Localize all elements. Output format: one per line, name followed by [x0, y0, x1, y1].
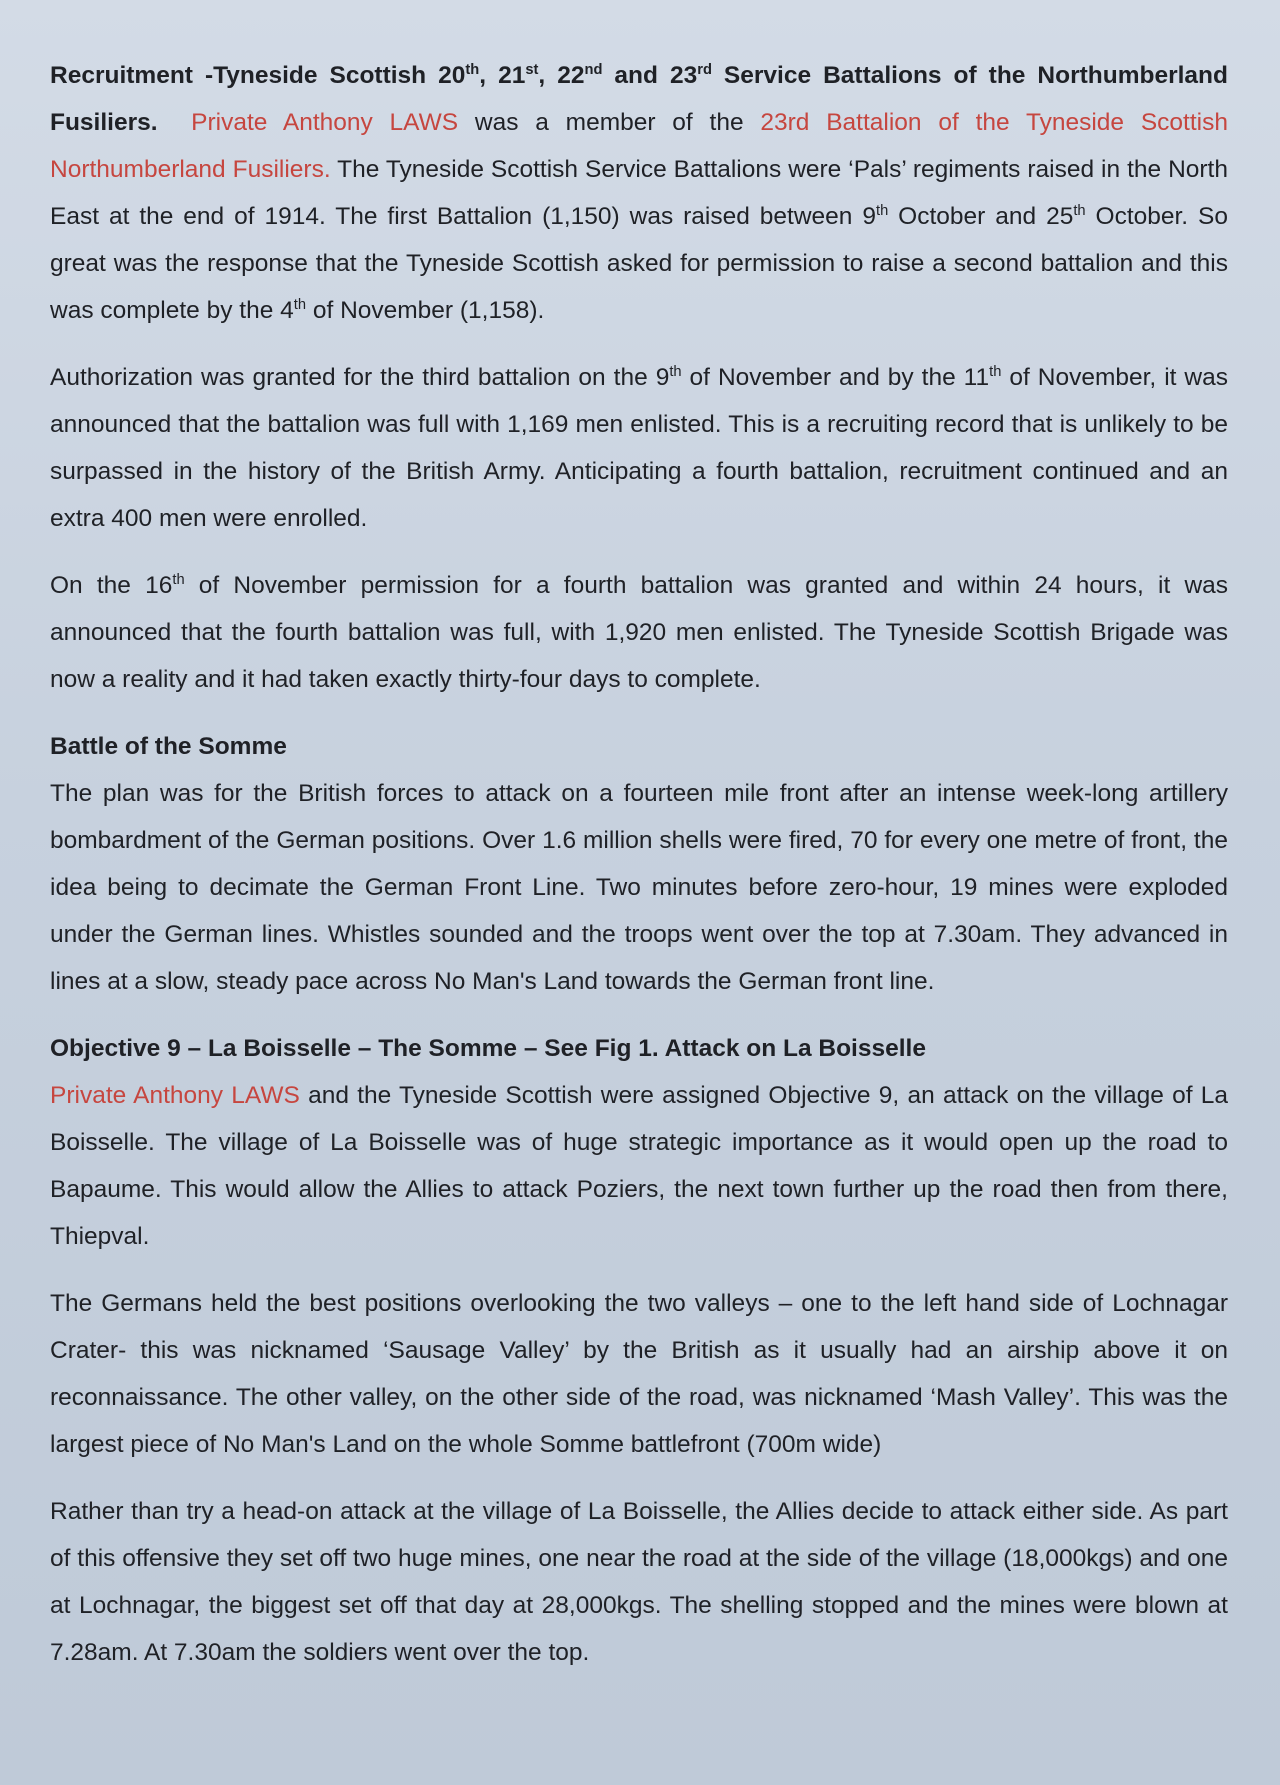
fourth-battalion-paragraph: On the 16th of November permission for a fourth battalion was granted and within 24 hours, it was announced that the fourth battalion was full, with 1,920 men enlisted. The Tyneside Scottish Brigade was now a reality and it had taken exactly thirty-four days to complete. — [50, 571, 1229, 693]
objective-paragraph: Private Anthony LAWS and the Tyneside Scottish were assigned Objective 9, an attack on the village of La Boisselle. The village of La Boisselle was of huge strategic importance as it would open up the road to Bapaume. This would allow the Allies to attack Poziers, the next town further up the road then from there, Thiepval. — [50, 1082, 1228, 1250]
valleys-paragraph: The Germans held the best positions overlooking the two valleys – one to the left hand side of Lochnagar Crater- this was nicknamed ‘Sausage Valley’ by the British as it usually had an airship above it on reconnaissance. The other valley, on the other side of the road, was nicknamed ‘Mash Valley’. This was the largest piece of No Man's Land on the whole Somme battlefront (700m wide) — [50, 1290, 1228, 1458]
recruitment-heading: Recruitment -Tyneside Scottish 20th, 21st, 22nd and 23rd Service Battalions of the Northumberland Fusiliers. — [50, 61, 1228, 136]
mines-paragraph: Rather than try a head-on attack at the village of La Boisselle, the Allies decide to attack either side. As part of this offensive they set off two huge mines, one near the road at the side of the village (18,000kgs) and one at Lochnagar, the biggest set off that day at 28,000kgs. The shelling stopped and the mines were blown at 7.28am. At 7.30am the soldiers went over the top. — [50, 1498, 1228, 1666]
objective-heading: Objective 9 – La Boisselle – The Somme – See Fig 1. Attack on La Boisselle — [50, 1035, 926, 1062]
authorization-paragraph: Authorization was granted for the third battalion on the 9th of November and by the 11th of November, it was announced that the battalion was full with 1,169 men enlisted. This is a recruiting record that is unlikely to be surpassed in the history of the British Army. Anticipating a fourth battalion, recruitment continued and an extra 400 men were enrolled. — [50, 363, 1228, 532]
recruitment-paragraph: Recruitment -Tyneside Scottish 20th, 21st, 22nd and 23rd Service Battalions of the Northumberland Fusiliers. Private Anthony LAWS was a member of the 23rd Battalion of the Tyneside Scottish Northumberland Fusiliers. The Tyneside Scottish Service Battalions were ‘Pals’ regiments raised in the North East at the end of 1914. The first Battalion (1,150) was raised between 9th October and 25th October. So great was the response that the Tyneside Scottish asked for permission to raise a second battalion and this was complete by the 4th of November (1,158). — [50, 61, 1229, 324]
somme-paragraph: The plan was for the British forces to attack on a fourteen mile front after an intense week-long artillery bombardment of the German positions. Over 1.6 million shells were fired, 70 for every one metre of front, the idea being to decimate the German Front Line. Two minutes before zero-hour, 19 mines were exploded under the German lines. Whistles sounded and the troops went over the top at 7.30am. They advanced in lines at a slow, steady pace across No Man's Land towards the German front line. — [50, 780, 1228, 995]
somme-heading: Battle of the Somme — [50, 733, 287, 760]
battalion-name-highlight: 23rd Battalion of the Tyneside Scottish Northumberland Fusiliers. — [50, 109, 1228, 183]
soldier-name-highlight: Private Anthony LAWS — [191, 109, 459, 136]
soldier-name-highlight: Private Anthony LAWS — [50, 1082, 300, 1109]
